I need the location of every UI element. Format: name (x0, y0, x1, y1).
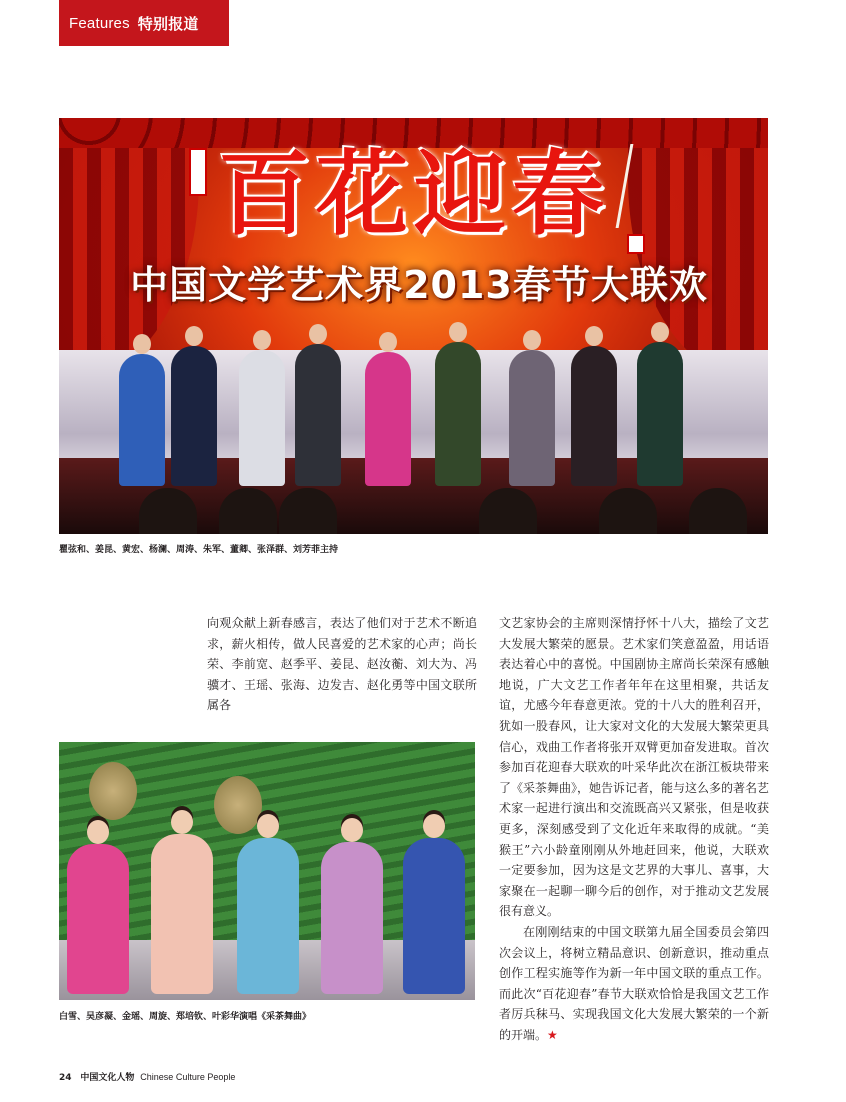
singer-figure (151, 834, 213, 994)
photo-caption-top: 瞿弦和、姜昆、黄宏、杨澜、周涛、朱军、董卿、张泽群、刘芳菲主持 (59, 545, 339, 555)
article-column-right (499, 613, 769, 1045)
curtain-left (59, 118, 199, 378)
section-tab (59, 0, 229, 46)
host-figure (365, 352, 411, 486)
article-column-left (207, 613, 477, 716)
section-label-zh: 特别报道 (137, 14, 199, 33)
end-star-icon: ★ (547, 1027, 558, 1042)
singers-photo (59, 742, 475, 1000)
prop-fan (214, 776, 262, 834)
page-number: 24 (59, 1073, 72, 1083)
host-figure (119, 354, 165, 486)
article-paragraph-last (499, 922, 769, 1046)
seal-stamp-left (189, 148, 207, 196)
singer-figure (67, 844, 129, 994)
audience-figure (599, 488, 657, 534)
audience-figure (139, 488, 197, 534)
host-figure (239, 350, 285, 486)
event-banner: 中国文学艺术界2013春节大联欢 (130, 263, 708, 307)
singer-figure (321, 842, 383, 994)
singer-figure (403, 838, 465, 994)
page-footer (59, 1070, 235, 1083)
host-figure (509, 350, 555, 486)
audience-figure (219, 488, 277, 534)
singer-figure (237, 838, 299, 994)
host-figure (171, 346, 217, 486)
host-figure (637, 342, 683, 486)
audience-figure (479, 488, 537, 534)
magazine-name-en: Chinese Culture People (140, 1072, 236, 1082)
audience-figure (689, 488, 747, 534)
host-figure (571, 346, 617, 486)
prop-fan (89, 762, 137, 820)
calligraphy-title: 百花迎春 (217, 140, 610, 248)
magazine-name-zh: 中国文化人物 (80, 1073, 135, 1083)
article-paragraph-text: 在刚刚结束的中国文联第九届全国委员会第四次会议上，将树立精品意识、创新意识，推动重点创作工程实施等作为新一年中国文联的重点工作。而此次“百花迎春”春节大联欢恰恰是我国文艺工作者厉兵秣马、实现我国文化大发展大繁荣的一个新的开端。 (499, 924, 769, 1042)
host-figure (295, 344, 341, 486)
seal-stamp-right (627, 234, 645, 254)
article-paragraph: 向观众献上新春感言，表达了他们对于艺术不断追求，薪火相传，做人民喜爱的艺术家的心声；尚长荣、李前宽、赵季平、姜昆、赵汝蘅、刘大为、冯骥才、王瑶、张海、边发吉、赵化勇等中国文联所属各 (207, 616, 477, 713)
photo-caption-bottom: 白雪、吴彦凝、金瑶、周旋、郑培钦、叶彩华演唱《采茶舞曲》 (59, 1012, 312, 1022)
section-label-en: Features (69, 14, 130, 32)
audience-figure (279, 488, 337, 534)
article-paragraph: 文艺家协会的主席则深情抒怀十八大，描绘了文艺大发展大繁荣的愿景。艺术家们笑意盈盈，用话语表达着心中的喜悦。中国剧协主席尚长荣深有感触地说，广大文艺工作者年年在这里相聚，共话友谊，尤感今年春意更浓。党的十八大的胜利召开，犹如一股春风，让大家对文化的大发展大繁荣更具信心，戏曲工作者将张开双臂更加奋发进取。首次参加百花迎春大联欢的叶采华此次在浙江板块带来了《采茶舞曲》，她告诉记者，能与这么多的著名艺术家一起进行演出和交流既高兴又紧张，但是收获更多，深刻感受到了文化近年来取得的成就。“美猴王”六小龄童刚刚从外地赶回来，他说，大联欢一定要参加，因为这是文艺界的大事儿、喜事，大家聚在一起聊一聊今后的创作，对于推动文艺发展很有意义。 (499, 616, 770, 919)
host-figure (435, 342, 481, 486)
stage-photo (59, 118, 768, 534)
